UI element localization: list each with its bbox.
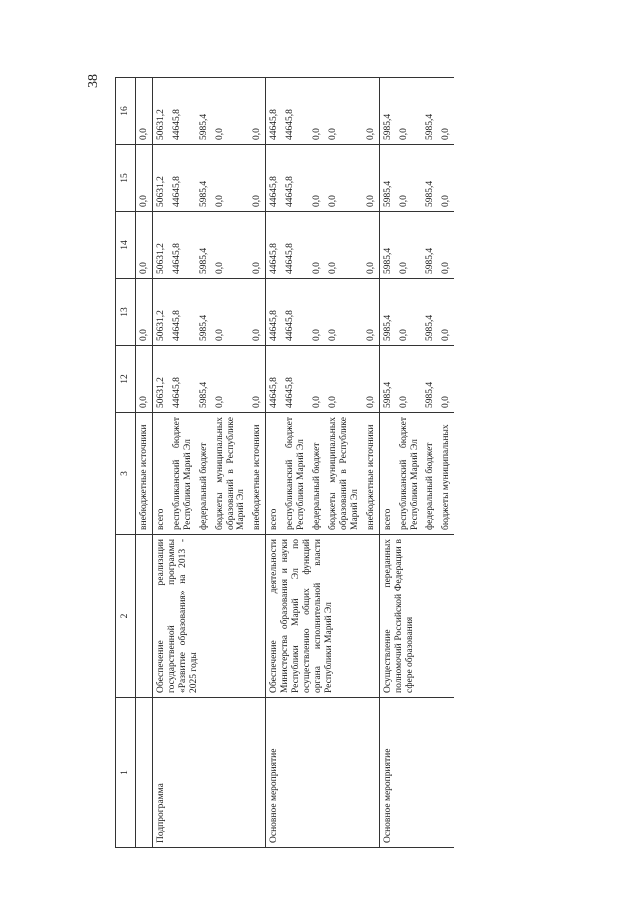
amount-cell-col-15: 50631,2 [152, 145, 168, 212]
amount-cell-col-12: 5985,4 [422, 346, 438, 413]
column-header-13: 13 [116, 279, 136, 346]
amount-cell-col-12: 0,0 [309, 346, 325, 413]
amount-cell-col-15: 0,0 [249, 145, 265, 212]
amount-cell-col-14: 0,0 [249, 212, 265, 279]
amount-cell-col-14: 0,0 [438, 212, 454, 279]
amount-cell-col-12: 0,0 [396, 346, 423, 413]
amount-cell-col-12: 0,0 [325, 346, 363, 413]
table-body [136, 78, 455, 848]
amount-cell-col-16: 5985,4 [422, 78, 438, 145]
page-number: 38 [86, 74, 101, 88]
amount-cell-col-13: 0,0 [136, 279, 153, 346]
amount-cell-col-12: 44645,8 [282, 346, 309, 413]
amount-cell-col-12: 0,0 [249, 346, 265, 413]
budget-table-rotated [115, 78, 585, 848]
amount-cell-col-12: 0,0 [438, 346, 454, 413]
funding-source-cell: республиканский бюджет Республики Марий Эл [282, 413, 309, 535]
funding-source-cell: республиканский бюджет Республики Марий Эл [169, 413, 196, 535]
amount-cell-col-12: 0,0 [363, 346, 379, 413]
amount-cell-col-16: 0,0 [136, 78, 153, 145]
program-type-cell: Основное мероприятие [379, 698, 454, 848]
amount-cell-col-15: 44645,8 [282, 145, 309, 212]
amount-cell-col-14: 50631,2 [152, 212, 168, 279]
program-name-cell [136, 535, 153, 698]
amount-cell-col-16: 5985,4 [379, 78, 395, 145]
funding-source-cell: внебюджетные источники [249, 413, 265, 535]
table-row [266, 78, 282, 848]
amount-cell-col-12: 0,0 [212, 346, 250, 413]
amount-cell-col-13: 0,0 [396, 279, 423, 346]
amount-cell-col-13: 0,0 [309, 279, 325, 346]
program-name-cell: Осуществление переданных полномочий Российской Федерации в сфере образования [379, 535, 454, 698]
amount-cell-col-14: 44645,8 [169, 212, 196, 279]
amount-cell-col-13: 5985,4 [379, 279, 395, 346]
program-type-cell: Основное мероприятие [266, 698, 379, 848]
amount-cell-col-13: 0,0 [363, 279, 379, 346]
table-row [152, 78, 168, 848]
column-header-14: 14 [116, 212, 136, 279]
funding-source-cell: бюджеты муниципальных образований в Республике Марий Эл [212, 413, 250, 535]
amount-cell-col-15: 5985,4 [422, 145, 438, 212]
amount-cell-col-13: 5985,4 [196, 279, 212, 346]
funding-source-cell: внебюджетные источники [136, 413, 153, 535]
amount-cell-col-13: 0,0 [212, 279, 250, 346]
column-header-3: 3 [116, 413, 136, 535]
amount-cell-col-14: 5985,4 [196, 212, 212, 279]
column-header-16: 16 [116, 78, 136, 145]
amount-cell-col-15: 0,0 [363, 145, 379, 212]
amount-cell-col-14: 0,0 [396, 212, 423, 279]
amount-cell-col-16: 0,0 [309, 78, 325, 145]
amount-cell-col-14: 0,0 [363, 212, 379, 279]
funding-source-cell: республиканский бюджет Республики Марий Эл [396, 413, 423, 535]
amount-cell-col-14: 0,0 [309, 212, 325, 279]
column-header-1: 1 [116, 698, 136, 848]
table-row [379, 78, 395, 848]
amount-cell-col-15: 0,0 [136, 145, 153, 212]
amount-cell-col-13: 0,0 [249, 279, 265, 346]
funding-source-cell: федеральный бюджет [196, 413, 212, 535]
amount-cell-col-13: 44645,8 [266, 279, 282, 346]
amount-cell-col-14: 44645,8 [282, 212, 309, 279]
amount-cell-col-14: 0,0 [325, 212, 363, 279]
amount-cell-col-14: 0,0 [136, 212, 153, 279]
funding-source-cell: внебюджетные источники [363, 413, 379, 535]
amount-cell-col-14: 5985,4 [379, 212, 395, 279]
amount-cell-col-12: 5985,4 [196, 346, 212, 413]
amount-cell-col-15: 0,0 [396, 145, 423, 212]
amount-cell-col-12: 0,0 [136, 346, 153, 413]
amount-cell-col-12: 44645,8 [169, 346, 196, 413]
table-header-row [116, 78, 136, 848]
amount-cell-col-16: 50631,2 [152, 78, 168, 145]
program-name-cell: Обеспечение реализации государственной программы «Развитие образования» на 2013 - 2025 годы [152, 535, 265, 698]
amount-cell-col-16: 0,0 [363, 78, 379, 145]
amount-cell-col-16: 5985,4 [196, 78, 212, 145]
column-header-2: 2 [116, 535, 136, 698]
amount-cell-col-12: 5985,4 [379, 346, 395, 413]
amount-cell-col-16: 44645,8 [266, 78, 282, 145]
amount-cell-col-15: 0,0 [212, 145, 250, 212]
amount-cell-col-14: 44645,8 [266, 212, 282, 279]
amount-cell-col-16: 0,0 [396, 78, 423, 145]
amount-cell-col-16: 44645,8 [169, 78, 196, 145]
funding-source-cell: всего [266, 413, 282, 535]
amount-cell-col-15: 44645,8 [266, 145, 282, 212]
table-row [136, 78, 153, 848]
funding-source-cell: федеральный бюджет [309, 413, 325, 535]
amount-cell-col-13: 44645,8 [169, 279, 196, 346]
amount-cell-col-16: 0,0 [249, 78, 265, 145]
amount-cell-col-15: 5985,4 [379, 145, 395, 212]
program-name-cell: Обеспечение деятельности Министерства образования и науки Республики Марий Эл по осуществлению общих функций органа исполнительной власти Республики Марий Эл [266, 535, 379, 698]
program-type-cell: Подпрограмма [152, 698, 265, 848]
amount-cell-col-12: 44645,8 [266, 346, 282, 413]
column-header-15: 15 [116, 145, 136, 212]
budget-table [115, 77, 454, 848]
amount-cell-col-13: 50631,2 [152, 279, 168, 346]
funding-source-cell: всего [152, 413, 168, 535]
amount-cell-col-16: 0,0 [438, 78, 454, 145]
program-type-cell [136, 698, 153, 848]
amount-cell-col-13: 0,0 [438, 279, 454, 346]
amount-cell-col-15: 5985,4 [196, 145, 212, 212]
amount-cell-col-13: 0,0 [325, 279, 363, 346]
funding-source-cell: бюджеты муниципальных образований в Республике Марий Эл [325, 413, 363, 535]
amount-cell-col-15: 44645,8 [169, 145, 196, 212]
column-header-12: 12 [116, 346, 136, 413]
funding-source-cell: всего [379, 413, 395, 535]
amount-cell-col-15: 0,0 [325, 145, 363, 212]
amount-cell-col-16: 44645,8 [282, 78, 309, 145]
funding-source-cell: федеральный бюджет [422, 413, 438, 535]
funding-source-cell: бюджеты муниципальных [438, 413, 454, 535]
amount-cell-col-12: 50631,2 [152, 346, 168, 413]
amount-cell-col-16: 0,0 [212, 78, 250, 145]
amount-cell-col-14: 5985,4 [422, 212, 438, 279]
amount-cell-col-16: 0,0 [325, 78, 363, 145]
amount-cell-col-15: 0,0 [438, 145, 454, 212]
amount-cell-col-13: 5985,4 [422, 279, 438, 346]
amount-cell-col-14: 0,0 [212, 212, 250, 279]
amount-cell-col-15: 0,0 [309, 145, 325, 212]
amount-cell-col-13: 44645,8 [282, 279, 309, 346]
